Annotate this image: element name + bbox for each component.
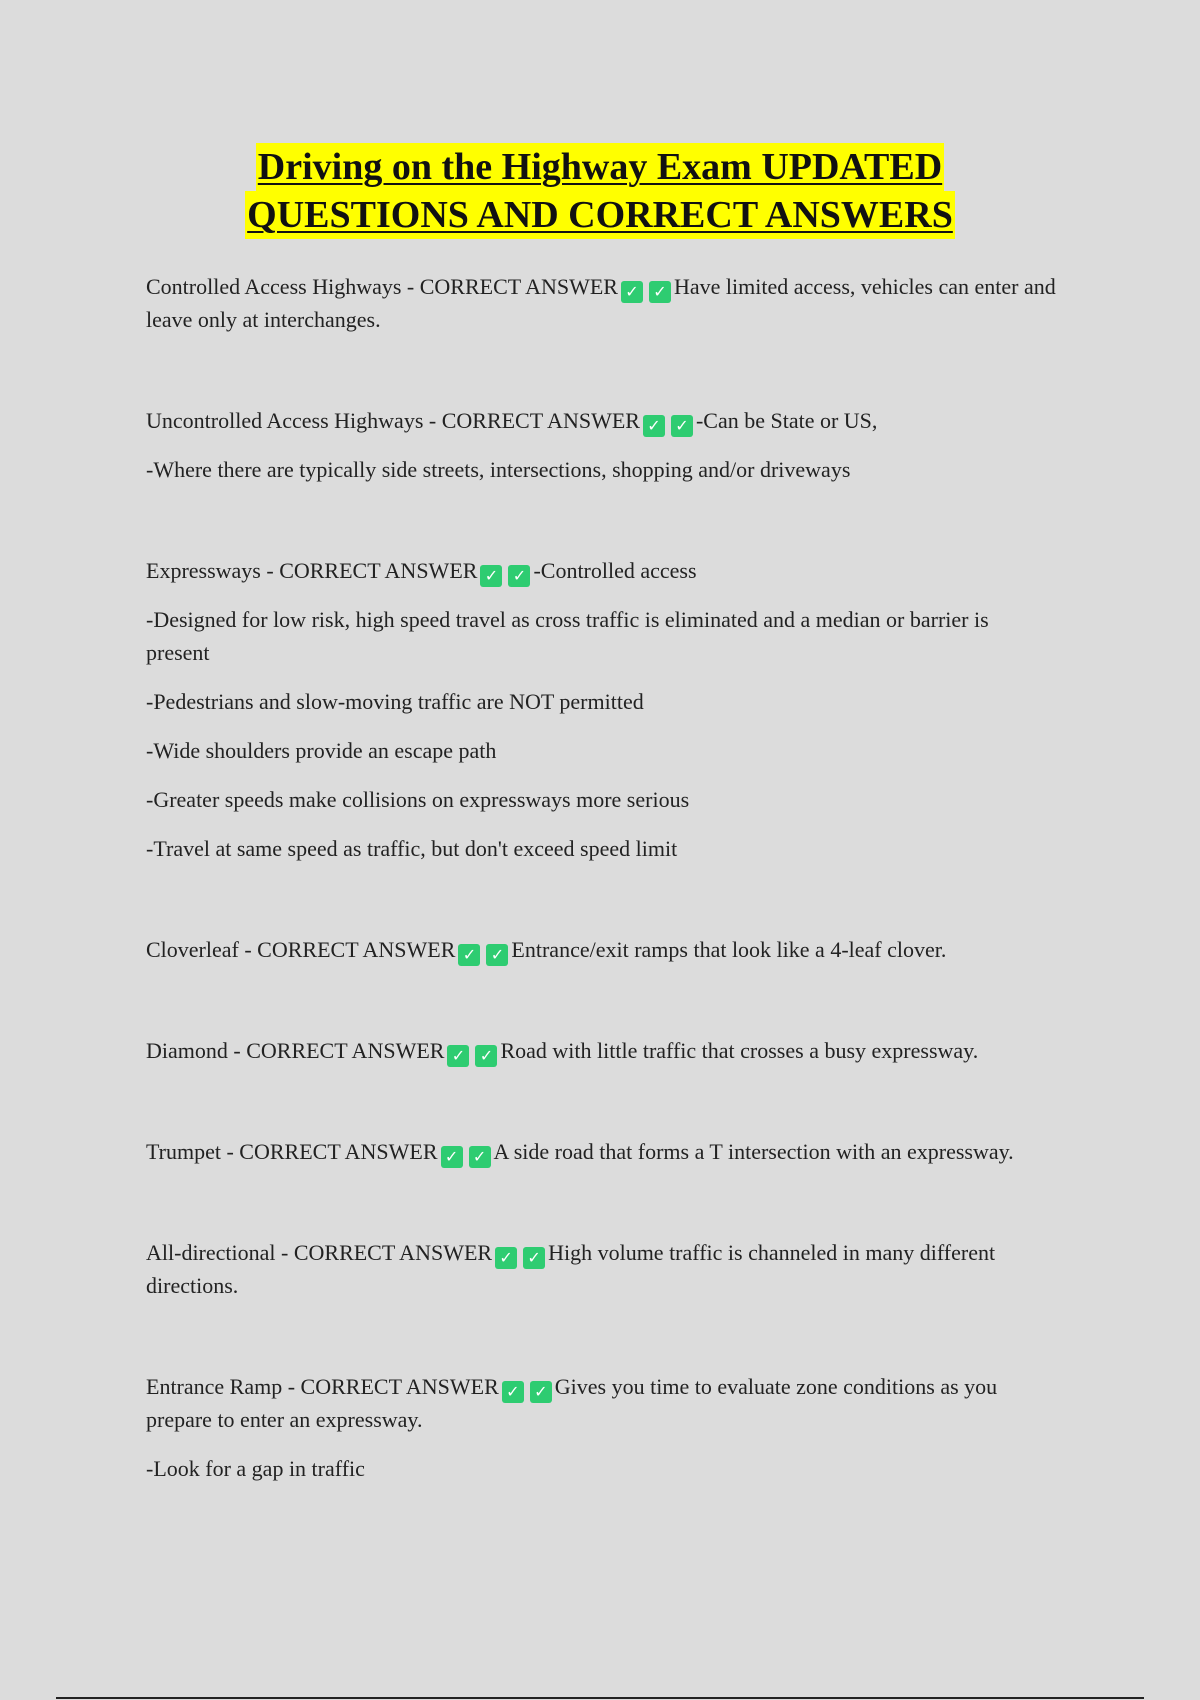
qa-main-line bbox=[146, 554, 1056, 587]
qa-list bbox=[146, 270, 1056, 1485]
qa-main-line bbox=[146, 1236, 1056, 1302]
check-mark-icon: ✓ bbox=[502, 1381, 524, 1403]
qa-term: Entrance Ramp - CORRECT ANSWER bbox=[146, 1374, 499, 1399]
qa-main-line bbox=[146, 404, 1056, 437]
qa-term: Expressways - CORRECT ANSWER bbox=[146, 558, 478, 583]
footer-divider bbox=[56, 1697, 1144, 1699]
qa-term: Uncontrolled Access Highways - CORRECT ANSWER bbox=[146, 408, 640, 433]
qa-term: Trumpet - CORRECT ANSWER bbox=[146, 1139, 438, 1164]
qa-entry bbox=[146, 554, 1056, 865]
title-line-1: Driving on the Highway Exam UPDATED bbox=[256, 143, 944, 191]
qa-detail-line: -Wide shoulders provide an escape path bbox=[146, 738, 497, 763]
check-mark-icon: ✓ bbox=[458, 944, 480, 966]
qa-detail-line: -Pedestrians and slow-moving traffic are NOT permitted bbox=[146, 689, 644, 714]
check-mark-icon: ✓ bbox=[508, 565, 530, 587]
qa-term: Diamond - CORRECT ANSWER bbox=[146, 1038, 445, 1063]
qa-term: All-directional - CORRECT ANSWER bbox=[146, 1240, 493, 1265]
qa-detail-line: -Designed for low risk, high speed travel as cross traffic is eliminated and a median or barrier is present bbox=[146, 607, 989, 665]
qa-answer: A side road that forms a T intersection with an expressway. bbox=[493, 1139, 1014, 1164]
qa-answer: Gives you time to evaluate zone conditions as you prepare to enter an expressway. bbox=[146, 1374, 998, 1432]
qa-main-line bbox=[146, 1135, 1056, 1168]
check-mark-icon: ✓ bbox=[486, 944, 508, 966]
qa-answer: Road with little traffic that crosses a busy expressway. bbox=[500, 1038, 979, 1063]
qa-entry bbox=[146, 1236, 1056, 1302]
check-mark-icon: ✓ bbox=[480, 565, 502, 587]
qa-main-line bbox=[146, 1034, 1056, 1067]
check-mark-icon: ✓ bbox=[671, 415, 693, 437]
qa-entry bbox=[146, 1034, 1056, 1067]
check-mark-icon: ✓ bbox=[643, 415, 665, 437]
qa-term: Controlled Access Highways - CORRECT ANSWER bbox=[146, 274, 618, 299]
qa-main-line bbox=[146, 933, 1056, 966]
qa-answer: Have limited access, vehicles can enter and leave only at interchanges. bbox=[146, 274, 1056, 332]
qa-term: Cloverleaf - CORRECT ANSWER bbox=[146, 937, 456, 962]
check-mark-icon: ✓ bbox=[530, 1381, 552, 1403]
check-mark-icon: ✓ bbox=[441, 1146, 463, 1168]
qa-main-line bbox=[146, 270, 1056, 336]
qa-detail-line: -Look for a gap in traffic bbox=[146, 1456, 365, 1481]
qa-answer: -Controlled access bbox=[533, 558, 697, 583]
qa-answer: Entrance/exit ramps that look like a 4-leaf clover. bbox=[511, 937, 947, 962]
check-mark-icon: ✓ bbox=[475, 1045, 497, 1067]
qa-detail-line: -Where there are typically side streets, intersections, shopping and/or driveways bbox=[146, 457, 851, 482]
qa-answer: -Can be State or US, bbox=[695, 408, 878, 433]
qa-answer: High volume traffic is channeled in many different directions. bbox=[146, 1240, 996, 1298]
qa-detail-line: -Greater speeds make collisions on expressways more serious bbox=[146, 787, 690, 812]
check-mark-icon: ✓ bbox=[495, 1247, 517, 1269]
qa-entry bbox=[146, 270, 1056, 336]
check-mark-icon: ✓ bbox=[649, 281, 671, 303]
qa-main-line bbox=[146, 1370, 1056, 1436]
qa-entry bbox=[146, 1370, 1056, 1485]
check-mark-icon: ✓ bbox=[447, 1045, 469, 1067]
document-title bbox=[0, 143, 1200, 239]
check-mark-icon: ✓ bbox=[469, 1146, 491, 1168]
qa-detail-line: -Travel at same speed as traffic, but don't exceed speed limit bbox=[146, 836, 678, 861]
qa-entry bbox=[146, 404, 1056, 486]
qa-entry bbox=[146, 933, 1056, 966]
title-line-2: QUESTIONS AND CORRECT ANSWERS bbox=[245, 191, 955, 239]
qa-entry bbox=[146, 1135, 1056, 1168]
check-mark-icon: ✓ bbox=[523, 1247, 545, 1269]
check-mark-icon: ✓ bbox=[621, 281, 643, 303]
